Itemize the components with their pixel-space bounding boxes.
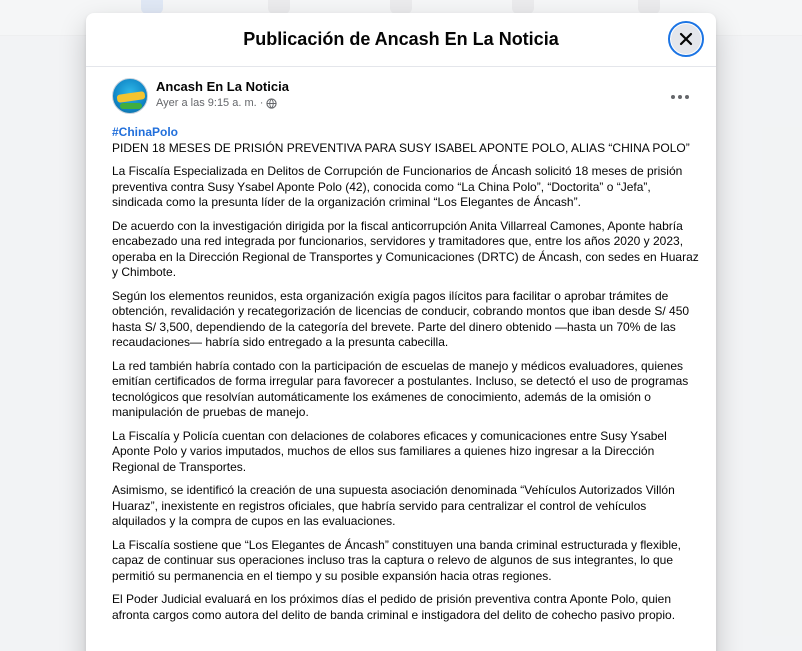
- post-paragraph: De acuerdo con la investigación dirigida por la fiscal anticorrupción Anita Villarreal Camones, Aponte habría encabezado una red integrada por funcionarios, servidores y tramitadores que, entre los años 2020 y 2023, operaba en la Dirección Regional de Transportes y Comunicaciones (DRTC) de Áncash, con sedes en Huaraz y Chimbote.: [112, 218, 699, 279]
- post-header: [102, 69, 700, 125]
- modal-title: Publicación de Ancash En La Noticia: [243, 29, 559, 49]
- globe-icon[interactable]: [266, 98, 277, 109]
- post: [86, 69, 716, 631]
- more-options-icon: [671, 95, 675, 99]
- post-modal: [86, 13, 716, 651]
- post-paragraph: La Fiscalía y Policía cuentan con delaciones de colabores eficaces y comunicaciones entre Susy Ysabel Aponte Polo y varios imputados, muchos de ellos sus familiares a quienes hizo ingresar a la Dirección Regional de Transportes.: [112, 428, 667, 474]
- hashtag-link[interactable]: #ChinaPolo: [112, 125, 179, 139]
- post-timestamp[interactable]: Ayer a las 9:15 a. m.: [156, 97, 257, 109]
- modal-header: [86, 13, 716, 67]
- post-paragraph: La Fiscalía sostiene que “Los Elegantes de Áncash” constituyen una banda criminal estructurada y flexible, capaz de continuar sus operaciones incluso tras la captura o relevo de algunos de sus integrantes, lo que permitió su permanencia en el tiempo y su posible expansión hacia otras regiones.: [112, 537, 681, 583]
- post-headline: PIDEN 18 MESES DE PRISIÓN PREVENTIVA PARA SUSY ISABEL APONTE POLO, ALIAS “CHINA POLO”: [112, 140, 690, 155]
- post-meta: [156, 97, 277, 109]
- more-options-button[interactable]: [666, 83, 694, 111]
- meta-separator: ·: [259, 97, 264, 109]
- post-paragraph: La Fiscalía Especializada en Delitos de Corrupción de Funcionarios de Áncash solicitó 18 meses de prisión preventiva contra Susy Ysabel Aponte Polo (42), conocida como “La China Polo”, “Doctorita” o “Jefa”, sindicada como la presunta líder de la organización criminal “Los Elegantes de Áncash”.: [112, 164, 683, 209]
- close-icon: [678, 31, 694, 47]
- avatar[interactable]: [112, 78, 148, 114]
- post-paragraph: Según los elementos reunidos, esta organización exigía pagos ilícitos para facilitar o aprobar trámites de obtención, revalidación y recategorización de licencias de conducir, cobrando montos que iban desde S/ 450 hasta S/ 3,500, dependiendo de la categoría del brevete. Parte del dinero obtenido —hasta un 70% de las recaudaciones— habría sido entregado a la presunta cabecilla.: [112, 288, 690, 349]
- post-paragraph: La red también habría contado con la participación de escuelas de manejo y médicos evaluadores, quienes emitían certificados de forma irregular para favorecer a postulantes. Incluso, se detectó el uso de programas tecnológicos que resolvían automáticamente los exámenes de conocimiento, además de la omisión o manipulación de pruebas de manejo.: [112, 358, 689, 419]
- post-text: [102, 125, 700, 623]
- post-paragraph: Asimismo, se identificó la creación de una supuesta asociación denominada “Vehículos Autorizados Villón Huaraz”, inexistente en registros oficiales, que habría servido para centralizar el control de vehículos alquilados y la compra de cupos en las evaluaciones.: [112, 483, 675, 528]
- page-name-link[interactable]: Ancash En La Noticia: [156, 79, 289, 94]
- close-button[interactable]: [668, 21, 704, 57]
- post-paragraph: El Poder Judicial evaluará en los próximos días el pedido de prisión preventiva contra Aponte Polo, quien afronta cargos como autora del delito de banda criminal e instigadora del delito de cohecho pasivo propio.: [112, 592, 676, 622]
